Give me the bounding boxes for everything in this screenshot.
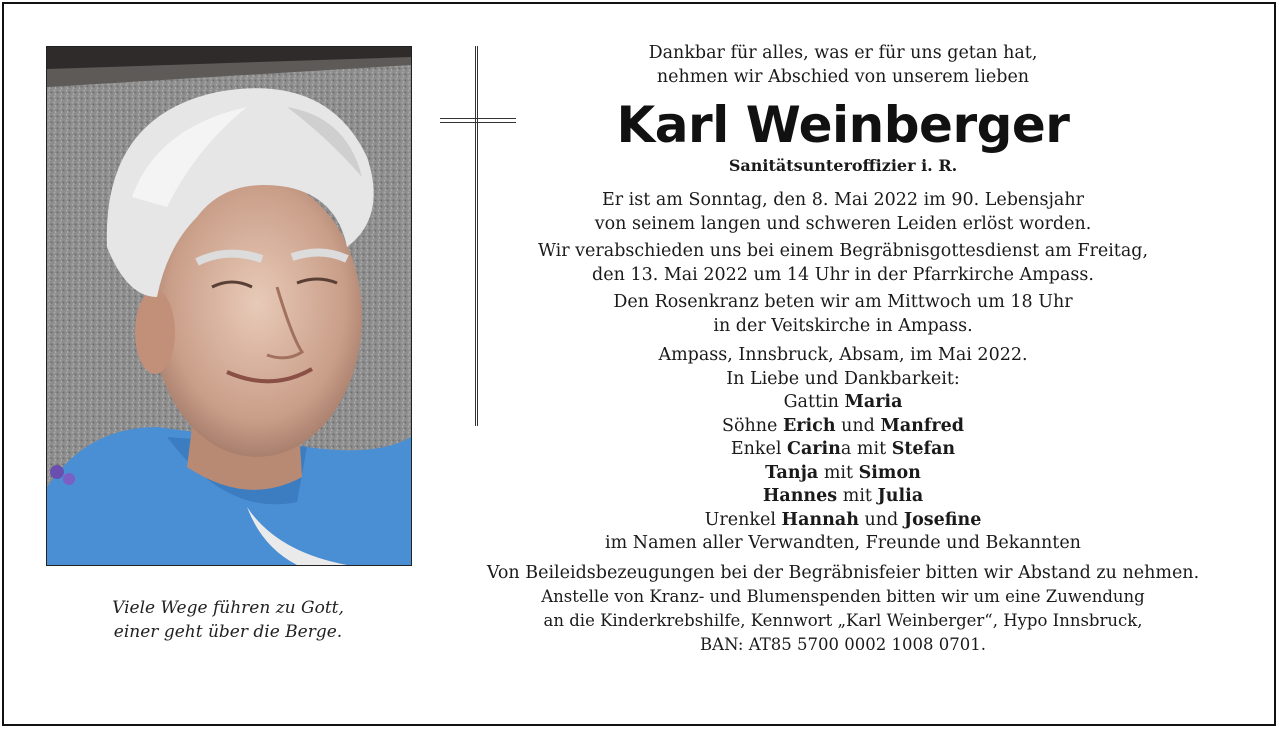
mourners-intro: In Liebe und Dankbarkeit: [726, 368, 960, 389]
donation-line-3: BAN: AT85 5700 0002 1008 0701. [700, 635, 986, 654]
death-line-1: Er ist am Sonntag, den 8. Mai 2022 im 90. Lebensjahr [601, 190, 1085, 210]
rosary-line-2: in der Veitskirche in Ampass. [713, 315, 973, 336]
portrait-photo [46, 46, 412, 566]
death-line-2: von seinem langen und schweren Leiden erlöst worden. [594, 213, 1092, 234]
mourner-grandchildren-2: Tanja mit Simon [765, 462, 921, 483]
mourners-closing: im Namen aller Verwandten, Freunde und Bekannten [605, 533, 1081, 553]
condolence-note: Von Beileidsbezeugungen bei der Begräbnisfeier bitten wir Abstand zu nehmen. [486, 562, 1200, 583]
mourner-sons: Söhne Erich und Manfred [721, 415, 965, 436]
deceased-name: Karl Weinberger [616, 96, 1070, 154]
mourner-great-grandchildren: Urenkel Hannah und Josefine [704, 509, 982, 530]
rosary-line-1: Den Rosenkranz beten wir am Mittwoch um 18 Uhr [613, 292, 1073, 312]
donation-line-2: an die Kinderkrebshilfe, Kennwort „Karl Weinberger“, Hypo Innsbruck, [543, 611, 1143, 630]
donation-line-1: Anstelle von Kranz- und Blumenspenden bitten wir um eine Zuwendung [541, 587, 1145, 606]
funeral-line-2: den 13. Mai 2022 um 14 Uhr in der Pfarrkirche Ampass. [592, 264, 1094, 285]
funeral-line-1: Wir verabschieden uns bei einem Begräbnisgottesdienst am Freitag, [537, 241, 1149, 261]
mourner-wife: Gattin Maria [783, 392, 903, 412]
mourner-grandchildren-1: Enkel Carina mit Stefan [730, 439, 956, 459]
intro-line-2: nehmen wir Abschied von unserem lieben [656, 66, 1030, 87]
quote-line-2: einer geht über die Berge. [113, 622, 343, 642]
place-date: Ampass, Innsbruck, Absam, im Mai 2022. [658, 345, 1028, 365]
memorial-quote [46, 596, 410, 644]
obituary-text [430, 42, 1256, 657]
quote-line-1: Viele Wege führen zu Gott, [112, 598, 344, 618]
deceased-rank: Sanitätsunteroffizier i. R. [728, 156, 958, 175]
mourner-grandchildren-3: Hannes mit Julia [762, 486, 924, 506]
intro-line-1: Dankbar für alles, was er für uns getan hat, [648, 43, 1038, 63]
